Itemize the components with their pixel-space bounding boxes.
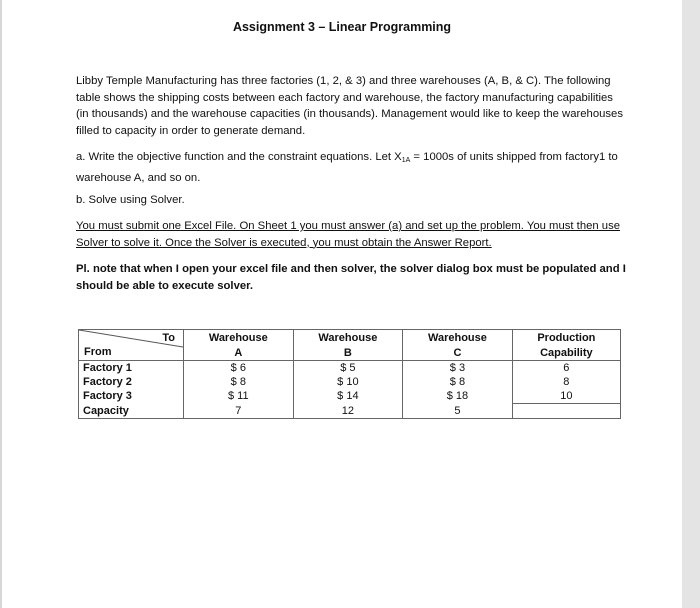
cost-cell: $ 11 <box>184 389 294 404</box>
cost-cell: $ 18 <box>403 389 513 404</box>
col-header-a-bottom: A <box>184 346 294 361</box>
cost-cell: $ 14 <box>293 389 403 404</box>
cost-cell: $ 6 <box>184 361 294 376</box>
assignment-title: Assignment 3 – Linear Programming <box>232 20 452 34</box>
row-label-factory-1: Factory 1 <box>79 361 184 376</box>
corner-to-label: To <box>162 332 175 344</box>
table-row <box>79 389 621 404</box>
table-row <box>79 404 621 419</box>
corner-from-label: From <box>84 346 112 358</box>
table-row <box>79 361 621 376</box>
col-header-c-bottom: C <box>403 346 513 361</box>
row-label-capacity: Capacity <box>79 404 184 419</box>
cost-cell: $ 8 <box>184 375 294 389</box>
col-header-b-bottom: B <box>293 346 403 361</box>
cost-cell: $ 8 <box>403 375 513 389</box>
shipping-cost-table <box>78 329 621 419</box>
solver-note: Pl. note that when I open your excel file and then solver, the solver dialog box must be populated and I should be able to execute solver. <box>76 263 626 292</box>
part-b-instructions: b. Solve using Solver. <box>76 194 185 206</box>
document-page <box>2 0 682 608</box>
col-header-c-top: Warehouse <box>403 330 513 346</box>
row-label-factory-2: Factory 2 <box>79 375 184 389</box>
row-label-factory-3: Factory 3 <box>79 389 184 404</box>
capability-cell: 10 <box>512 389 620 404</box>
capability-cell: 6 <box>512 361 620 376</box>
table-header-row <box>79 330 621 346</box>
col-header-prod-top: Production <box>512 330 620 346</box>
part-a-text-start: a. Write the objective function and the constraint equations. Let X <box>76 151 402 163</box>
col-header-prod-bottom: Capability <box>512 346 620 361</box>
part-a-text-end: = 1000s of units shipped from factory1 to warehouse A, and so on. <box>76 151 618 184</box>
table-row <box>79 375 621 389</box>
capacity-cell: 7 <box>184 404 294 419</box>
submission-instructions: You must submit one Excel File. On Sheet 1 you must answer (a) and set up the problem. You must then use Solver to solve it. Once the Solver is executed, you must obtain the Answer Report. <box>76 220 621 249</box>
page-right-margin <box>682 0 700 608</box>
part-a-instructions <box>76 149 626 186</box>
col-header-b-top: Warehouse <box>293 330 403 346</box>
cost-cell: $ 10 <box>293 375 403 389</box>
cost-cell: $ 3 <box>403 361 513 376</box>
capability-cell: 8 <box>512 375 620 389</box>
corner-cell <box>79 330 184 361</box>
capacity-cell: 5 <box>403 404 513 419</box>
cost-cell: $ 5 <box>293 361 403 376</box>
empty-cell <box>512 404 620 419</box>
variable-subscript: 1A <box>401 157 411 164</box>
problem-description: Libby Temple Manufacturing has three factories (1, 2, & 3) and three warehouses (A, B, & C). The following table shows the shipping costs between each factory and warehouse, the factory manufacturing capabilities (in thousands) and the warehouse capacities (in thousands). Management would like to keep the warehouses filled to capacity in order to generate demand. <box>76 75 623 137</box>
col-header-a-top: Warehouse <box>184 330 294 346</box>
capacity-cell: 12 <box>293 404 403 419</box>
